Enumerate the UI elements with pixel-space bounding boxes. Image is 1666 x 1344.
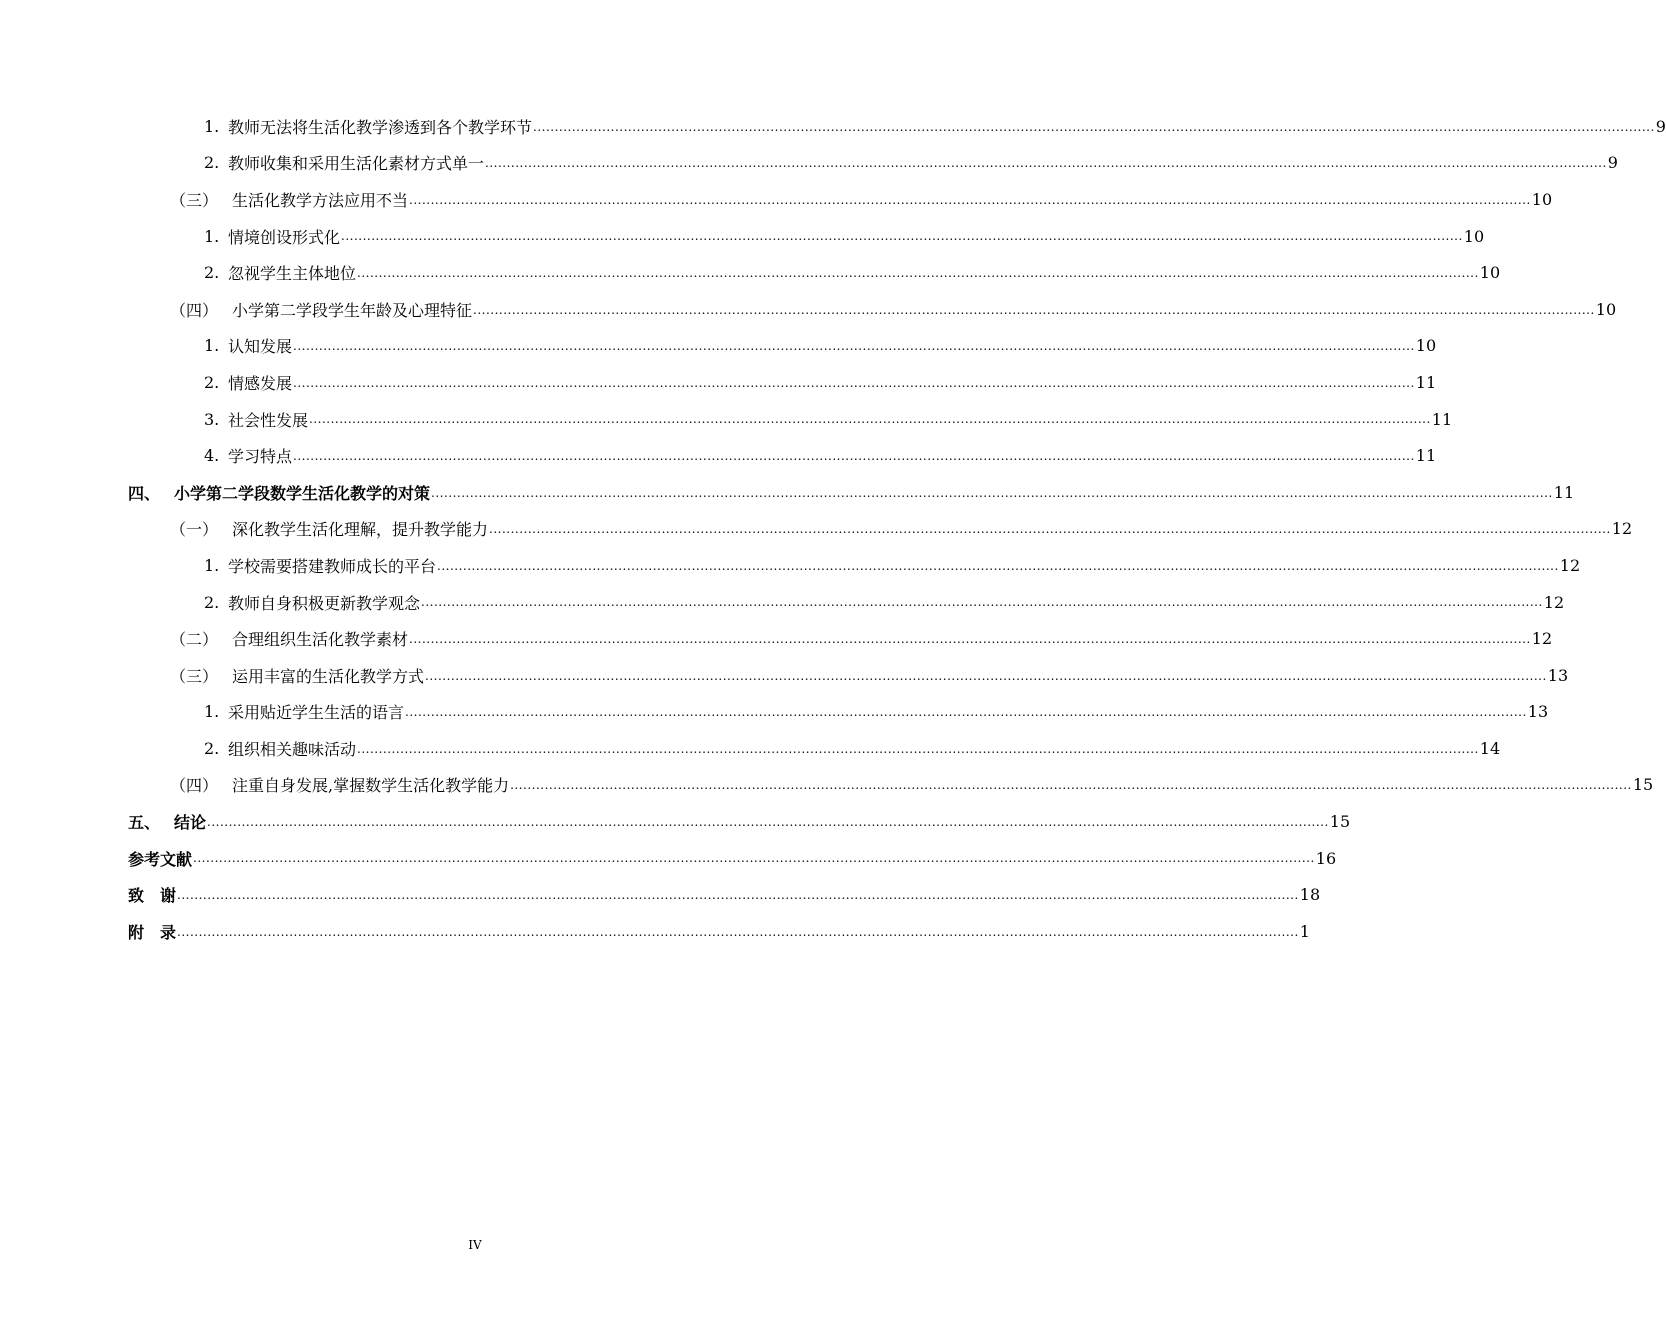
dot-leader: ....................................................................................................................................................................................................................................................................: [485, 156, 1607, 171]
dot-leader: ....................................................................................................................................................................................................................................................................: [405, 705, 1527, 720]
toc-entry-page-number: 12: [1531, 629, 1553, 649]
toc-entry-title: 采用贴近学生生活的语言: [228, 703, 405, 723]
toc-entry-page-number: 10: [1479, 263, 1501, 283]
toc-entry[interactable]: [0, 401, 1453, 438]
toc-entry[interactable]: [0, 254, 1501, 291]
toc-entry[interactable]: [0, 291, 1617, 328]
toc-entry-title: 致 谢: [128, 886, 177, 906]
toc-entry-page-number: 15: [1632, 775, 1654, 795]
dot-leader: ....................................................................................................................................................................................................................................................................: [357, 741, 1479, 756]
toc-entry-number: 4.: [204, 446, 220, 466]
toc-entry-number: 2.: [204, 372, 220, 392]
toc-entry-page-number: 11: [1415, 372, 1437, 392]
toc-entry[interactable]: [0, 876, 1321, 913]
toc-entry[interactable]: [0, 840, 1337, 877]
toc-entry-title: 小学第二学段学生年龄及心理特征: [232, 300, 473, 320]
toc-entry-title: 结论: [174, 813, 207, 833]
toc-entry[interactable]: [0, 620, 1553, 657]
dot-leader: ....................................................................................................................................................................................................................................................................: [533, 119, 1655, 134]
toc-entry-page-number: 9: [1655, 116, 1666, 136]
dot-leader: ....................................................................................................................................................................................................................................................................: [510, 778, 1632, 793]
dot-leader: ....................................................................................................................................................................................................................................................................: [473, 302, 1595, 317]
toc-entry-page-number: 10: [1415, 336, 1437, 356]
toc-entry-page-number: 13: [1547, 665, 1569, 685]
toc-entry[interactable]: [0, 803, 1351, 840]
toc-entry[interactable]: [0, 108, 1666, 145]
dot-leader: ....................................................................................................................................................................................................................................................................: [293, 448, 1415, 463]
dot-leader: ....................................................................................................................................................................................................................................................................: [425, 668, 1547, 683]
dot-leader: ....................................................................................................................................................................................................................................................................: [409, 631, 1531, 646]
table-of-contents: [0, 108, 1666, 950]
dot-leader: ....................................................................................................................................................................................................................................................................: [177, 924, 1299, 939]
dot-leader: ....................................................................................................................................................................................................................................................................: [309, 412, 1431, 427]
toc-entry-page-number: 12: [1611, 519, 1633, 539]
toc-entry[interactable]: [0, 218, 1485, 255]
toc-entry[interactable]: [0, 730, 1501, 767]
toc-entry-page-number: 10: [1463, 226, 1485, 246]
toc-entry-title: 教师无法将生活化教学渗透到各个教学环节: [228, 117, 533, 137]
dot-leader: ....................................................................................................................................................................................................................................................................: [193, 851, 1315, 866]
toc-entry-number: （二）: [170, 630, 219, 650]
toc-entry-title: 参考文献: [128, 849, 193, 869]
dot-leader: ....................................................................................................................................................................................................................................................................: [489, 522, 1611, 537]
toc-entry[interactable]: [0, 474, 1575, 511]
toc-entry-title: 注重自身发展,掌握数学生活化教学能力: [232, 776, 510, 796]
dot-leader: ....................................................................................................................................................................................................................................................................: [357, 265, 1479, 280]
toc-entry-page-number: 18: [1299, 885, 1321, 905]
toc-entry-number: 1.: [204, 555, 220, 575]
toc-entry[interactable]: [0, 181, 1553, 218]
toc-entry-title: 教师收集和采用生活化素材方式单一: [228, 154, 485, 174]
toc-entry-title: 学校需要搭建教师成长的平台: [228, 556, 437, 576]
toc-entry-title: 社会性发展: [228, 410, 309, 430]
toc-entry[interactable]: [0, 328, 1437, 365]
toc-entry[interactable]: [0, 364, 1437, 401]
toc-entry-title: 小学第二学段数学生活化教学的对策: [174, 483, 431, 503]
toc-entry-page-number: 11: [1415, 446, 1437, 466]
toc-entry[interactable]: [0, 547, 1581, 584]
toc-entry-page-number: 11: [1431, 409, 1453, 429]
dot-leader: ....................................................................................................................................................................................................................................................................: [293, 339, 1415, 354]
toc-entry-title: 附 录: [128, 922, 177, 942]
toc-entry[interactable]: [0, 584, 1565, 621]
dot-leader: ....................................................................................................................................................................................................................................................................: [409, 192, 1531, 207]
dot-leader: ....................................................................................................................................................................................................................................................................: [341, 229, 1463, 244]
toc-entry-number: 3.: [204, 409, 220, 429]
toc-entry-title: 情境创设形式化: [228, 227, 341, 247]
toc-entry-title: 运用丰富的生活化教学方式: [232, 666, 425, 686]
toc-entry-page-number: 9: [1607, 153, 1618, 173]
toc-entry-page-number: 16: [1315, 848, 1337, 868]
toc-entry-number: （四）: [170, 300, 219, 320]
dot-leader: ....................................................................................................................................................................................................................................................................: [421, 595, 1543, 610]
toc-entry-number: 1.: [204, 702, 220, 722]
toc-entry-title: 合理组织生活化教学素材: [232, 630, 409, 650]
toc-entry-page-number: 12: [1559, 555, 1581, 575]
toc-entry-number: 1.: [204, 226, 220, 246]
toc-entry-page-number: 10: [1595, 299, 1617, 319]
dot-leader: ....................................................................................................................................................................................................................................................................: [431, 485, 1553, 500]
dot-leader: ....................................................................................................................................................................................................................................................................: [207, 814, 1329, 829]
toc-entry-page-number: 1: [1299, 921, 1310, 941]
toc-entry-title: 组织相关趣味活动: [228, 739, 357, 759]
toc-entry-number: （四）: [170, 776, 219, 796]
toc-entry-number: （三）: [170, 666, 219, 686]
toc-entry-page-number: 10: [1531, 189, 1553, 209]
toc-entry[interactable]: [0, 694, 1549, 731]
toc-entry-number: 1.: [204, 336, 220, 356]
toc-entry-title: 教师自身积极更新教学观念: [228, 593, 421, 613]
toc-entry-number: （一）: [170, 520, 219, 540]
toc-entry[interactable]: [0, 657, 1569, 694]
toc-entry-number: （三）: [170, 190, 219, 210]
toc-entry[interactable]: [0, 145, 1618, 182]
toc-entry-title: 情感发展: [228, 373, 293, 393]
toc-entry[interactable]: [0, 511, 1633, 548]
toc-entry-page-number: 13: [1527, 702, 1549, 722]
toc-entry[interactable]: [0, 913, 1310, 950]
toc-entry-title: 学习特点: [228, 447, 293, 467]
toc-entry-title: 认知发展: [228, 337, 293, 357]
dot-leader: ....................................................................................................................................................................................................................................................................: [437, 558, 1559, 573]
toc-entry-page-number: 11: [1553, 482, 1575, 502]
toc-entry-number: 2.: [204, 738, 220, 758]
toc-entry-number: 1.: [204, 116, 220, 136]
toc-entry-number: 五、: [128, 813, 161, 833]
toc-entry-number: 2.: [204, 263, 220, 283]
toc-entry[interactable]: [0, 767, 1654, 804]
toc-entry[interactable]: [0, 437, 1437, 474]
toc-entry-title: 深化教学生活化理解，提升教学能力: [232, 520, 489, 540]
page-footer-number: IV: [468, 1238, 482, 1252]
toc-entry-number: 2.: [204, 153, 220, 173]
dot-leader: ....................................................................................................................................................................................................................................................................: [177, 888, 1299, 903]
toc-entry-title: 忽视学生主体地位: [228, 264, 357, 284]
dot-leader: ....................................................................................................................................................................................................................................................................: [293, 375, 1415, 390]
toc-entry-page-number: 14: [1479, 738, 1501, 758]
toc-entry-title: 生活化教学方法应用不当: [232, 190, 409, 210]
toc-entry-number: 2.: [204, 592, 220, 612]
toc-entry-page-number: 15: [1329, 812, 1351, 832]
toc-entry-number: 四、: [128, 483, 161, 503]
toc-entry-page-number: 12: [1543, 592, 1565, 612]
